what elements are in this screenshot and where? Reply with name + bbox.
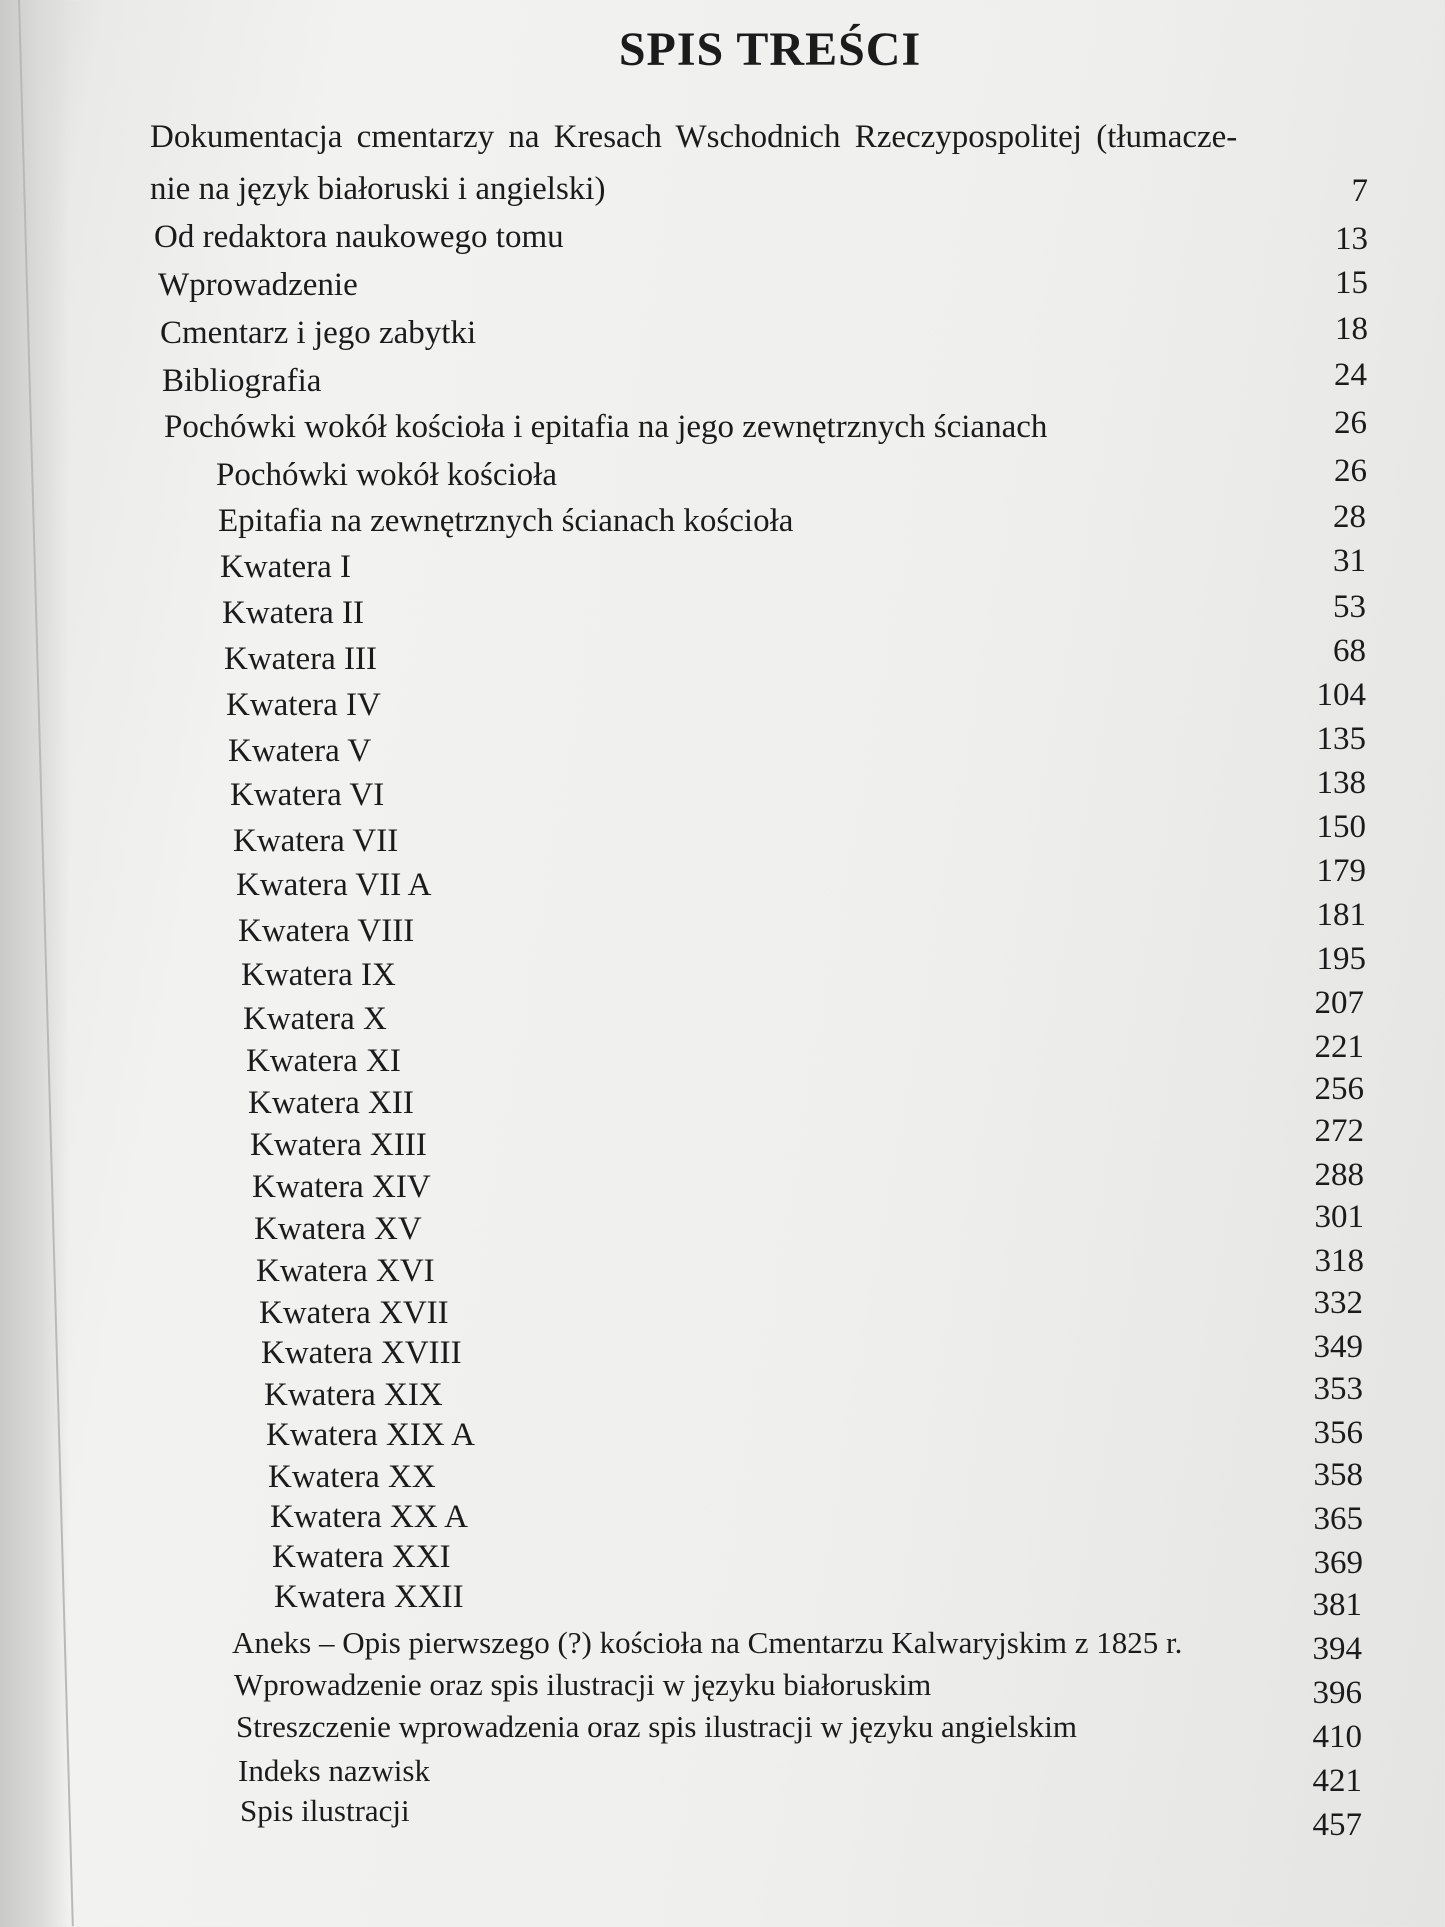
toc-entry-title: Kwatera XXII [274, 1579, 464, 1615]
toc-entry [261, 1334, 462, 1372]
toc-entry [246, 1042, 401, 1080]
toc-entry-title: Bibliografia [162, 363, 322, 399]
toc-page-number: 353 [1313, 1371, 1363, 1407]
toc-entry-title: Kwatera XVIII [261, 1335, 462, 1371]
toc-entry-title: Kwatera XIII [250, 1127, 427, 1163]
toc-entry [150, 118, 1237, 156]
page-edge-shadow [0, 0, 70, 1927]
toc-entry [270, 1498, 468, 1536]
toc-page-number: 272 [1314, 1113, 1364, 1149]
toc-entry-title: Kwatera XII [248, 1085, 414, 1121]
toc-page-number: 421 [1312, 1763, 1362, 1799]
toc-entry-title: Wprowadzenie oraz spis ilustracji w języku białoruskim [234, 1667, 932, 1702]
toc-entry [162, 362, 321, 400]
toc-entry-title: Wprowadzenie [158, 267, 358, 303]
toc-entry [256, 1252, 435, 1290]
toc-page-number: 7 [1351, 173, 1368, 209]
toc-entry-title: Kwatera II [222, 595, 364, 631]
toc-entry-title: Kwatera XV [254, 1211, 422, 1247]
toc-entry [233, 822, 398, 860]
toc-page-number: 135 [1316, 721, 1366, 757]
toc-page-number: 457 [1312, 1807, 1362, 1843]
toc-page-number: 349 [1313, 1329, 1363, 1365]
toc-entry-title: Kwatera XI [246, 1043, 401, 1079]
toc-entry-title: Kwatera VII [233, 823, 399, 859]
toc-page-number: 256 [1314, 1071, 1364, 1107]
toc-entry-continuation: nie na język białoruski i angielski) [150, 171, 606, 207]
toc-page-number: 31 [1333, 543, 1366, 579]
toc-page-number: 394 [1312, 1631, 1362, 1667]
toc-entry [264, 1376, 443, 1414]
toc-entry-title: Dokumentacja cmentarzy na Kresach Wschodnich Rzeczypospolitej (tłumacze- [150, 119, 1238, 155]
toc-entry [272, 1538, 451, 1576]
toc-entry [238, 1752, 430, 1790]
toc-entry [241, 956, 396, 994]
toc-page-number: 221 [1314, 1029, 1364, 1065]
toc-entry [268, 1458, 436, 1496]
toc-entry-title: Kwatera III [224, 641, 377, 677]
toc-page-number: 26 [1334, 405, 1367, 441]
toc-page-number: 104 [1316, 677, 1366, 713]
toc-entry [218, 502, 793, 540]
toc-page-number: 356 [1313, 1415, 1363, 1451]
toc-page-number: 15 [1335, 265, 1368, 301]
toc-entry-title: Kwatera X [243, 1001, 387, 1037]
toc-entry-title: Kwatera IX [241, 957, 396, 993]
toc-entry-title: Epitafia na zewnętrznych ścianach kościoła [218, 503, 794, 539]
toc-entry [228, 732, 371, 770]
toc-entry-title: Pochówki wokół kościoła i epitafia na jego zewnętrznych ścianach [164, 409, 1048, 445]
toc-page-number: 68 [1333, 633, 1366, 669]
toc-entry-title: Kwatera XIX A [266, 1417, 475, 1453]
toc-entry [164, 408, 1047, 446]
toc-entry [220, 548, 351, 586]
toc-entry [254, 1210, 422, 1248]
toc-entry-title: Kwatera I [220, 549, 352, 585]
toc-entry [226, 686, 381, 724]
toc-entry [230, 776, 384, 814]
toc-entry [274, 1578, 464, 1616]
toc-entry-title: Kwatera XVI [256, 1253, 435, 1289]
toc-entry [252, 1168, 431, 1206]
toc-entry [240, 1792, 410, 1830]
toc-page-number: 358 [1313, 1457, 1363, 1493]
toc-page-number: 332 [1313, 1285, 1363, 1321]
toc-entry [234, 1666, 931, 1704]
toc-page-number: 195 [1316, 941, 1366, 977]
toc-page-number: 24 [1334, 357, 1367, 393]
toc-page-number: 13 [1335, 221, 1368, 257]
toc-page-number: 369 [1313, 1545, 1363, 1581]
toc-entry-title: Kwatera XX A [270, 1499, 468, 1535]
toc-entry [266, 1416, 475, 1454]
toc-entry [222, 594, 364, 632]
toc-page-number: 181 [1316, 897, 1366, 933]
toc-entry-title: Kwatera XVII [259, 1295, 449, 1331]
toc-entry-title: Cmentarz i jego zabytki [160, 315, 477, 351]
toc-page-number: 53 [1333, 589, 1366, 625]
toc-page-number: 410 [1312, 1719, 1362, 1755]
toc-entry [154, 218, 564, 256]
toc-entry-title: Kwatera V [228, 733, 372, 769]
toc-entry [216, 456, 557, 494]
toc-entry [259, 1294, 449, 1332]
toc-page-number: 26 [1334, 453, 1367, 489]
toc-page-number: 318 [1314, 1243, 1364, 1279]
toc-entry [238, 912, 414, 950]
toc-entry [236, 866, 432, 904]
toc-entry-title: Aneks – Opis pierwszego (?) kościoła na Cmentarzu Kalwaryjskim z 1825 r. [232, 1625, 1183, 1660]
toc-page-number: 381 [1312, 1587, 1362, 1623]
toc-entry [236, 1708, 1077, 1746]
toc-entry [248, 1084, 414, 1122]
toc-entry-title: Kwatera XXI [272, 1539, 451, 1575]
toc-entry-title: Kwatera XIV [252, 1169, 431, 1205]
toc-entry-title: Kwatera XIX [264, 1377, 443, 1413]
toc-page-number: 138 [1316, 765, 1366, 801]
toc-entry-title: Kwatera VI [230, 777, 385, 813]
toc-page-number: 207 [1314, 985, 1364, 1021]
toc-entry [232, 1624, 1182, 1662]
toc-page-number: 18 [1335, 311, 1368, 347]
toc-entry-title: Pochówki wokół kościoła [216, 457, 557, 493]
toc-entry-title: Kwatera VII A [236, 867, 432, 903]
toc-page-number: 179 [1316, 853, 1366, 889]
toc-entry [243, 1000, 387, 1038]
toc-entry [250, 1126, 427, 1164]
toc-entry [224, 640, 377, 678]
toc-entry-title: Spis ilustracji [240, 1793, 410, 1828]
toc-page-number: 301 [1314, 1199, 1364, 1235]
toc-entry [158, 266, 358, 304]
toc-entry-title: Indeks nazwisk [238, 1753, 430, 1788]
toc-page-number: 150 [1316, 809, 1366, 845]
toc-entry-title: Kwatera XX [268, 1459, 436, 1495]
toc-page-number: 365 [1313, 1501, 1363, 1537]
page-title: SPIS TREŚCI [618, 23, 922, 76]
toc-page-number: 396 [1312, 1675, 1362, 1711]
toc-page-number: 28 [1333, 499, 1366, 535]
toc-entry-title: Od redaktora naukowego tomu [154, 219, 564, 255]
toc-entry-title: Kwatera VIII [238, 913, 415, 949]
toc-entry [160, 314, 476, 352]
toc-entry-title: Streszczenie wprowadzenia oraz spis ilustracji w języku angielskim [236, 1709, 1078, 1744]
toc-entry-title: Kwatera IV [226, 687, 381, 723]
toc-page-number: 288 [1314, 1157, 1364, 1193]
